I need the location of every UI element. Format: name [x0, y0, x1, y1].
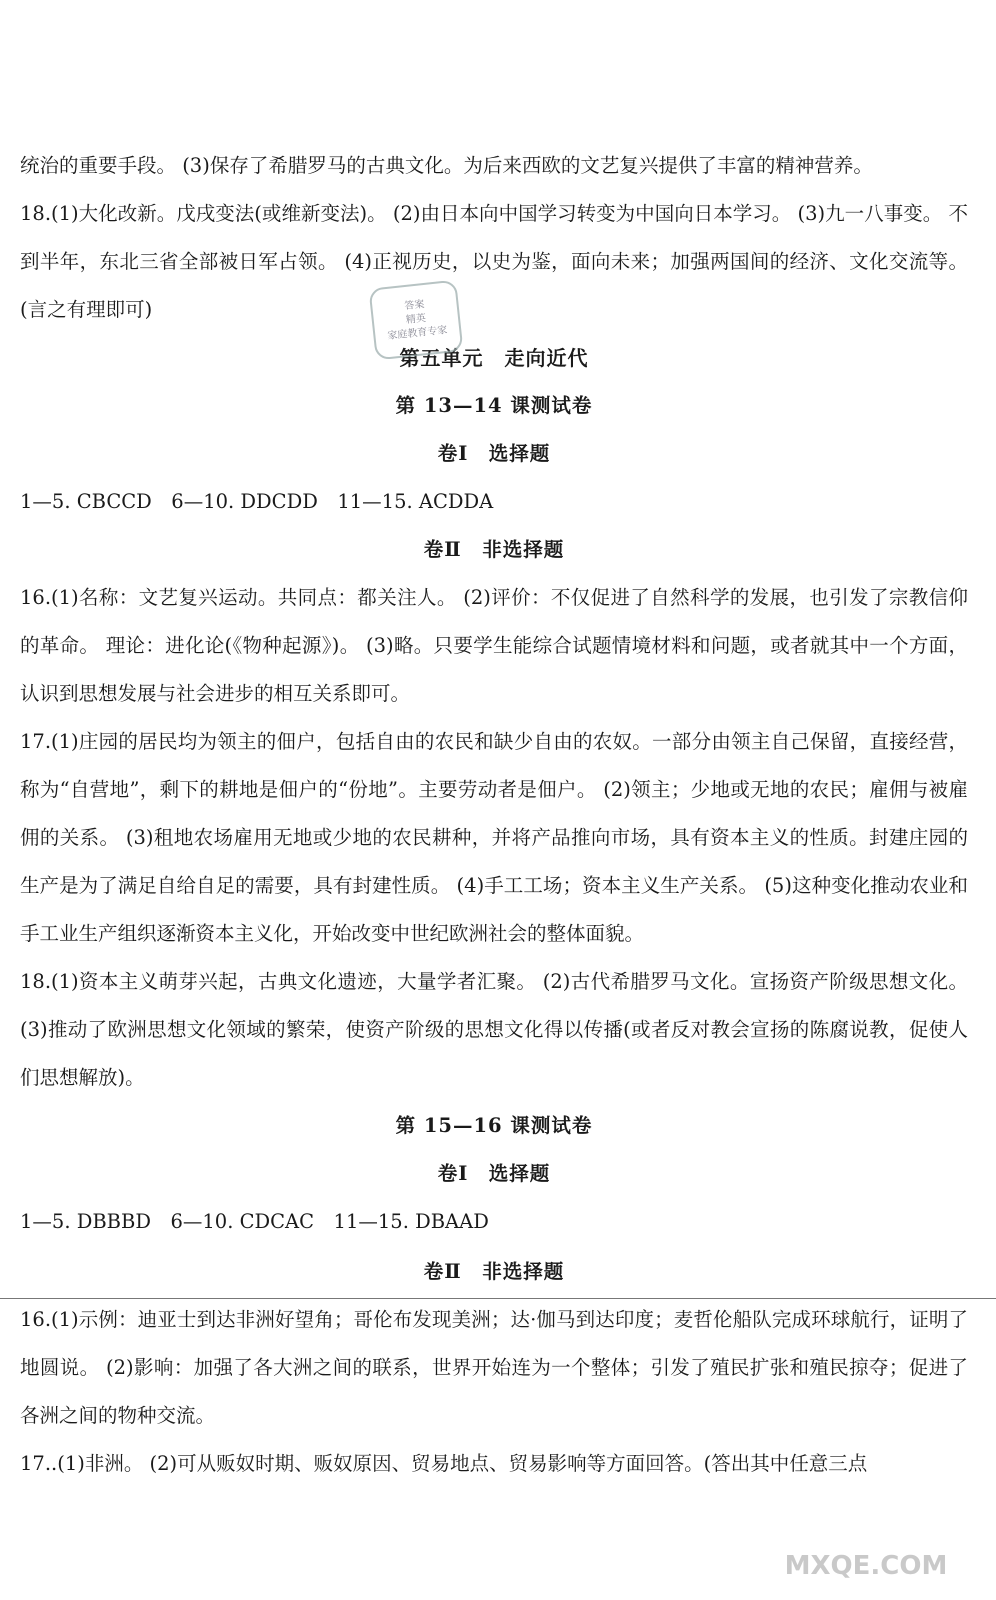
unit-title: 第五单元 走向近代 — [399, 346, 589, 370]
test2-choice-answers: 1—5. DBBBD 6—10. CDCAC 11—15. DBAAD — [20, 1210, 489, 1233]
test2-answer-16: 16.(1)示例：迪亚士到达非洲好望角；哥伦布发现美洲；达·伽马到达印度；麦哲伦船队完成环球航行，证明了地圆说。 (2)影响：加强了各大洲之间的联系，世界开始连为一个整体；引发了殖民扩张和殖民掠夺；促进了各洲之间的物种交流。 — [20, 1308, 968, 1427]
watermark-text: MXQE.COM — [784, 1551, 948, 1581]
test2-title: 第 15—16 课测试卷 — [395, 1114, 593, 1137]
test1-answer-16: 16.(1)名称：文艺复兴运动。共同点：都关注人。 (2)评价：不仅促进了自然科学的发展，也引发了宗教信仰的革命。 理论：进化论(《物种起源》)。 (3)略。只要学生能综合试题情境材料和问题，或者就其中一个方面，认识到思想发展与社会进步的相互关系即可。 — [20, 586, 968, 705]
test1-choice-answers: 1—5. CBCCD 6—10. DDCDD 11—15. ACDDA — [20, 490, 494, 513]
stamp-line-1: 答案 — [403, 299, 426, 313]
test2-answer-17: 17..(1)非洲。 (2)可从贩奴时期、贩奴原因、贸易地点、贸易影响等方面回答。(答出其中任意三点 — [20, 1452, 868, 1475]
test1-part2-heading: 卷Ⅱ 非选择题 — [423, 538, 565, 561]
test1-answer-17: 17.(1)庄园的居民均为领主的佃户，包括自由的农民和缺少自由的农奴。一部分由领主自己保留，直接经营，称为“自营地”，剩下的耕地是佃户的“份地”。主要劳动者是佃户。 (2)领主；少地或无地的农民；雇佣与被雇佣的关系。 (3)租地农场雇用无地或少地的农民耕种，并将产品推向市场，具有资本主义的性质。封建庄园的生产是为了满足自给自足的需要，具有封建性质。 (4)手工工场；资本主义生产关系。 (5)这种变化推动农业和手工业生产组织逐渐资本主义化，开始改变中世纪欧洲社会的整体面貌。 — [20, 730, 968, 945]
test1-part1-heading: 卷Ⅰ 选择题 — [437, 442, 551, 465]
answer-18-previous: 18.(1)大化改新。戊戌变法(或维新变法)。 (2)由日本向中国学习转变为中国向日本学习。 (3)九一八事变。 不到半年，东北三省全部被日军占领。 (4)正视历史，以史为鉴，面向未来；加强两国间的经济、文化交流等。(言之有理即可) — [20, 202, 968, 321]
test1-title: 第 13—14 课测试卷 — [395, 394, 593, 417]
test2-part1-heading: 卷Ⅰ 选择题 — [437, 1162, 551, 1185]
watermark-logo — [756, 1516, 976, 1586]
paragraph-continuation: 统治的重要手段。 (3)保存了希腊罗马的古典文化。为后来西欧的文艺复兴提供了丰富的精神营养。 — [20, 154, 873, 177]
stamp-line-2: 精英 — [405, 312, 427, 327]
publisher-stamp — [368, 280, 463, 361]
section-divider — [0, 1298, 996, 1299]
stamp-line-3: 家庭教育专家 — [387, 324, 448, 343]
test2-part2-heading: 卷Ⅱ 非选择题 — [423, 1260, 565, 1283]
test1-answer-18: 18.(1)资本主义萌芽兴起，古典文化遗迹，大量学者汇聚。 (2)古代希腊罗马文化。宣扬资产阶级思想文化。 (3)推动了欧洲思想文化领域的繁荣，使资产阶级的思想文化得以传播(或者反对教会宣扬的陈腐说教，促使人们思想解放)。 — [20, 970, 968, 1089]
